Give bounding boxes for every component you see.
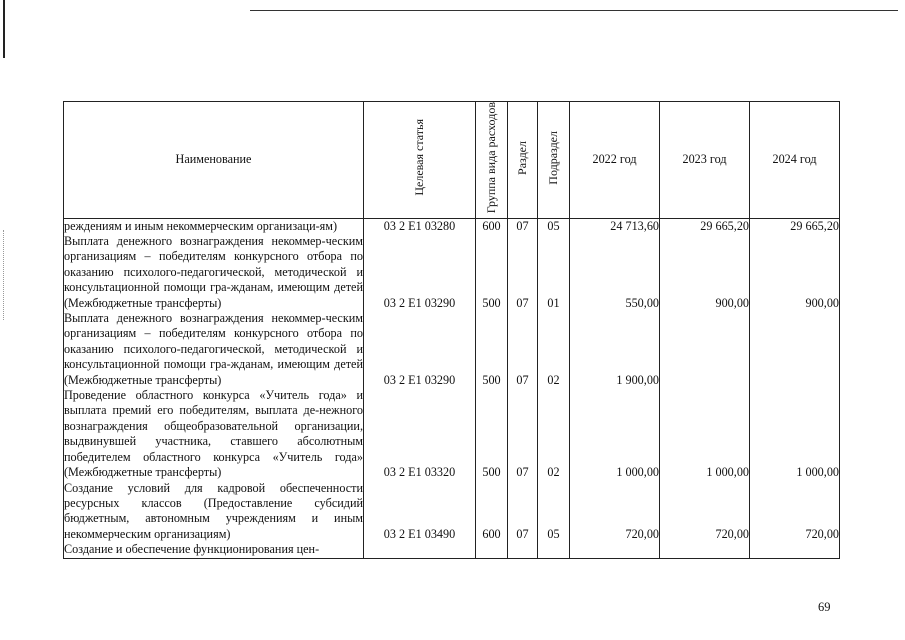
row-expense-group [476,542,508,558]
row-name: Выплата денежного вознаграждения некоммер-ческим организациям – победителям конкурсного отбора по оказанию психолого-педагогической, методической и консультационной помощи гра-жданам, имеющим детей (Межбюджетные трансферты) [64,234,363,310]
row-amount-2022: 550,00 [570,234,660,311]
page-number: 69 [818,600,831,614]
row-target-article: 03 2 E1 03490 [364,481,476,543]
row-name: Создание условий для кадровой обеспеченности ресурсных классов (Предоставление субсидий бюджетным, автономным учреждениям и иным некоммерческим организациям) [64,480,363,541]
row-amount-2022: 1 900,00 [570,311,660,388]
row-amount-2024: 1 000,00 [750,388,840,480]
row-amount-2023: 900,00 [660,234,750,311]
scan-left-edge [3,0,5,58]
row-amount-2024: 900,00 [750,234,840,311]
row-target-article: 03 2 E1 03290 [364,234,476,311]
table-row [64,542,840,558]
header-expense-group: Группа вида расходов [476,102,508,219]
row-amount-2022: 1 000,00 [570,388,660,480]
header-year-2024: 2024 год [750,102,840,219]
header-name: Наименование [64,102,364,219]
row-section [508,542,538,558]
row-amount-2022: 24 713,60 [570,218,660,234]
table-row [64,481,840,543]
budget-table [63,101,840,559]
row-section: 07 [508,311,538,388]
row-expense-group: 500 [476,234,508,311]
row-subsection: 02 [538,388,570,480]
row-target-article: 03 2 E1 03280 [364,218,476,234]
row-section: 07 [508,388,538,480]
row-amount-2023: 720,00 [660,481,750,543]
scan-top-rule [250,10,898,11]
row-subsection: 05 [538,481,570,543]
row-amount-2023 [660,311,750,388]
row-subsection: 02 [538,311,570,388]
row-target-article [364,542,476,558]
table-row [64,388,840,480]
row-expense-group: 500 [476,311,508,388]
row-amount-2023 [660,542,750,558]
header-subsection: Подраздел [538,102,570,219]
row-target-article: 03 2 E1 03320 [364,388,476,480]
row-amount-2022 [570,542,660,558]
row-name: Выплата денежного вознаграждения некоммер-ческим организациям – победителям конкурсного отбора по оказанию психолого-педагогической, методической и консультационной помощи гра-жданам, имеющим детей (Межбюджетные трансферты) [64,311,363,387]
row-amount-2022: 720,00 [570,481,660,543]
row-section: 07 [508,481,538,543]
row-name: Создание и обеспечение функционирования цен- [64,542,364,558]
row-subsection [538,542,570,558]
row-section: 07 [508,218,538,234]
row-amount-2024: 720,00 [750,481,840,543]
header-year-2023: 2023 год [660,102,750,219]
row-amount-2023: 29 665,20 [660,218,750,234]
row-name: реждениям и иным некоммерческим организаци-ям) [64,218,364,234]
row-expense-group: 600 [476,481,508,543]
table-row [64,311,840,388]
row-expense-group: 600 [476,218,508,234]
row-subsection: 05 [538,218,570,234]
scan-dotted-margin [3,230,4,320]
row-section: 07 [508,234,538,311]
table-row [64,234,840,311]
header-target-article: Целевая статья [364,102,476,219]
row-subsection: 01 [538,234,570,311]
row-amount-2024: 29 665,20 [750,218,840,234]
row-amount-2024 [750,311,840,388]
row-name: Проведение областного конкурса «Учитель года» и выплата премий его победителям, выплата де-нежного вознаграждения общеобразовательной организации, выдвинувшей участника, ставшего абсолютным победителем областного конкурса «Учитель года» (Межбюджетные трансферты) [64,388,363,480]
header-section: Раздел [508,102,538,219]
header-year-2022: 2022 год [570,102,660,219]
row-expense-group: 500 [476,388,508,480]
table-header-row [64,102,840,219]
table-row [64,218,840,234]
row-amount-2023: 1 000,00 [660,388,750,480]
row-target-article: 03 2 E1 03290 [364,311,476,388]
row-amount-2024 [750,542,840,558]
